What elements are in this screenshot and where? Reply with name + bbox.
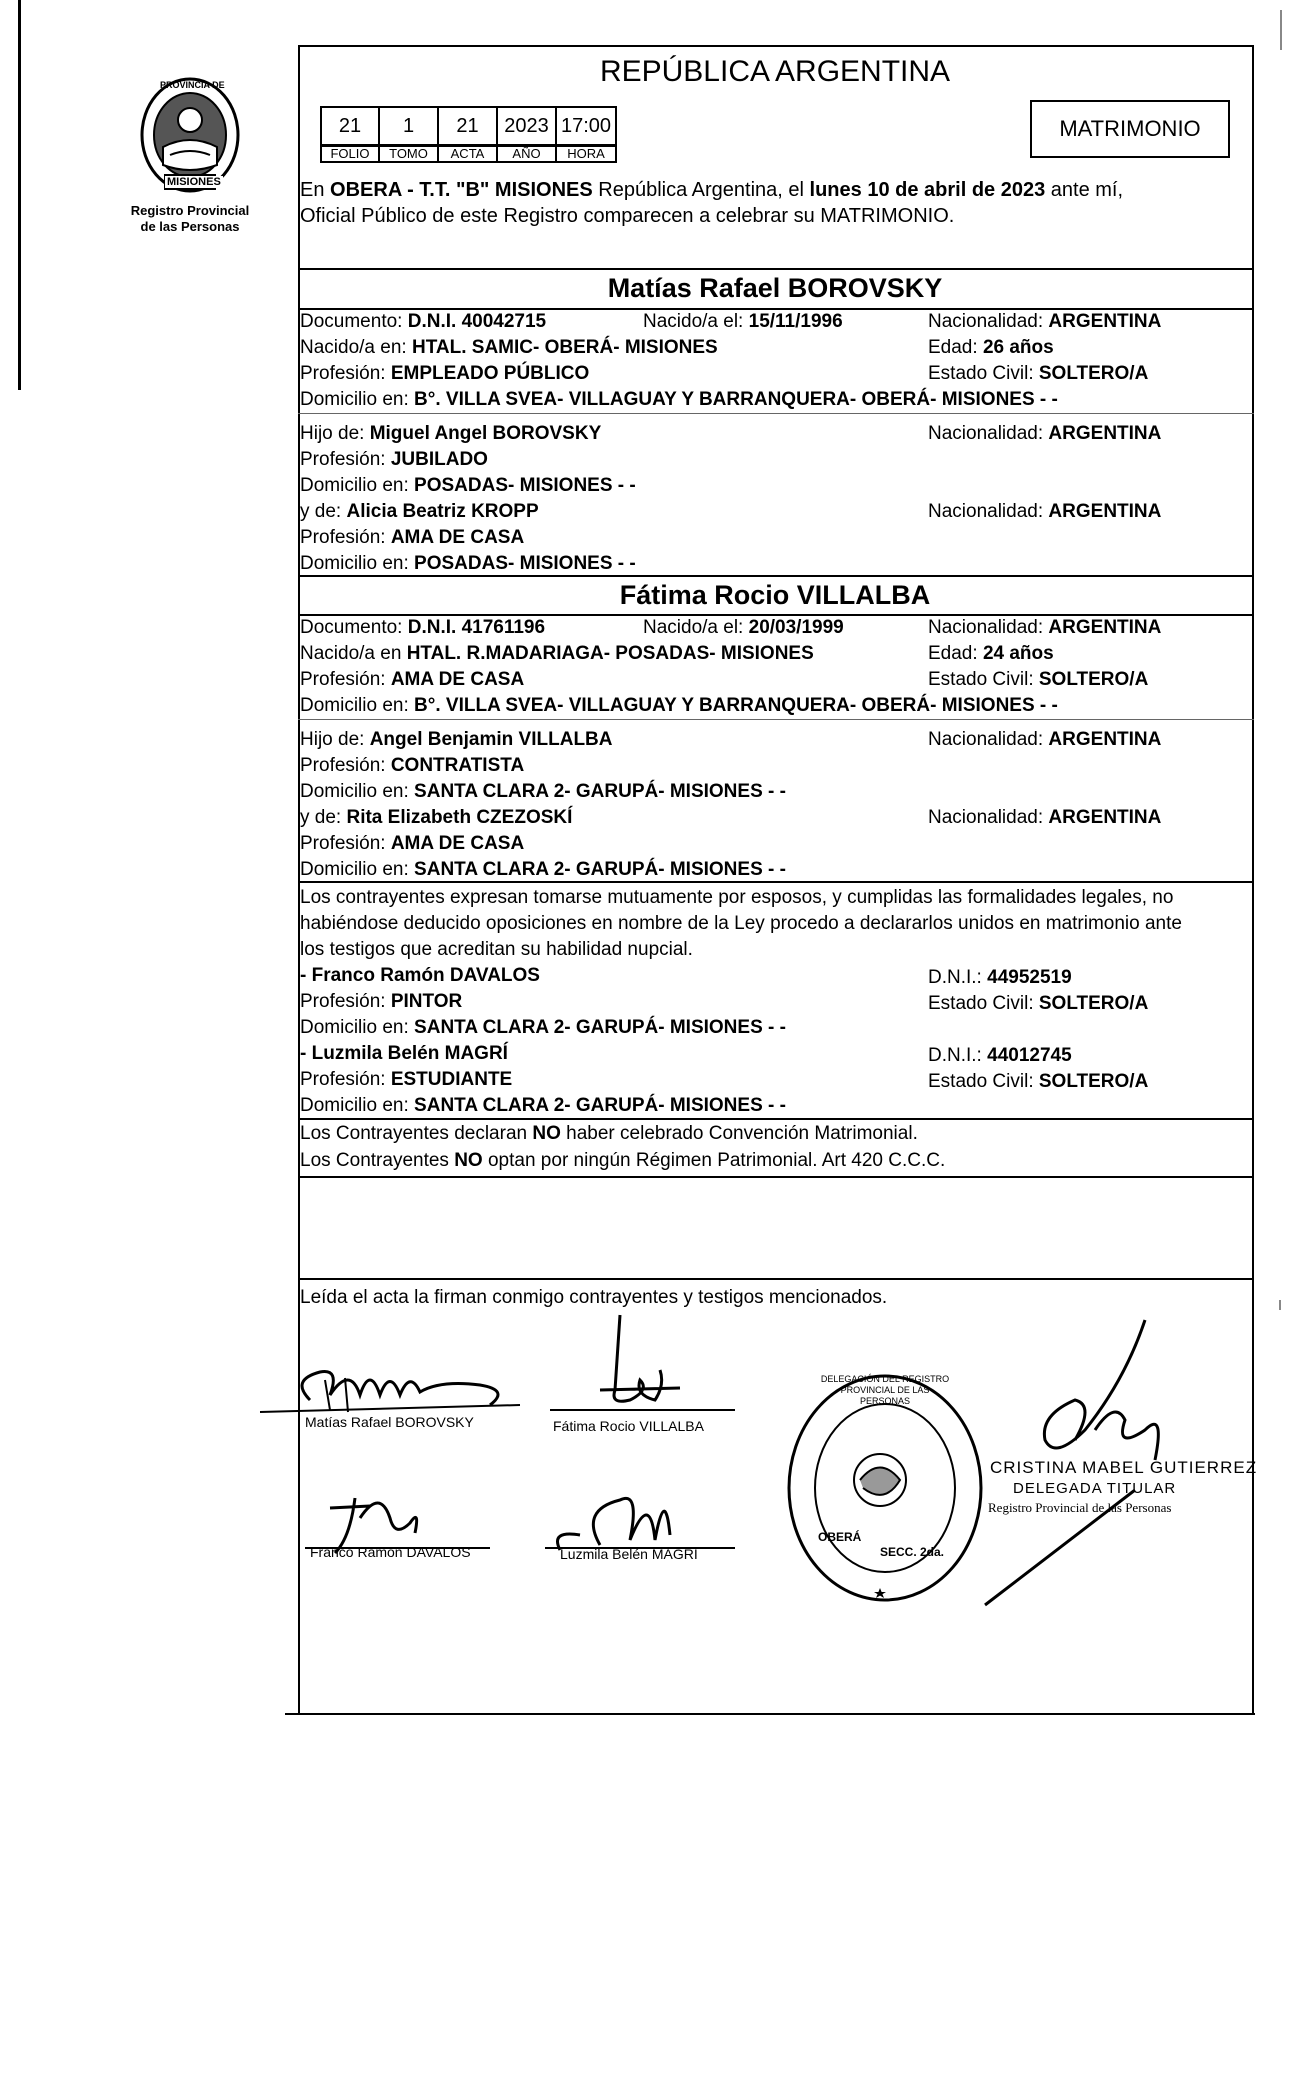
bride-name: Fátima Rocio VILLALBA <box>619 580 931 610</box>
field-acta-label: ACTA <box>437 145 498 163</box>
right-edge-mark-top <box>1280 10 1282 50</box>
field-hora-value: 17:00 <box>555 106 617 146</box>
field-hora-label: HORA <box>555 145 617 163</box>
intro-line-2: Oficial Público de este Registro comparecen a celebrar su MATRIMONIO. <box>300 205 955 227</box>
document-title: REPÚBLICA ARGENTINA <box>599 55 951 88</box>
signature-groom-label: Matías Rafael BOROVSKY <box>305 1414 474 1430</box>
bride-birthdate: Nacido/a el: 20/03/1999 <box>643 617 844 638</box>
witness1-name: - Franco Ramón DAVALOS <box>300 965 540 986</box>
round-seal-inner-right: SECC. 2da. <box>880 1545 945 1559</box>
official-stamp-line-1: CRISTINA MABEL GUTIERREZ <box>990 1458 1258 1477</box>
bride-civil-status: Estado Civil: SOLTERO/A <box>928 669 1149 690</box>
groom-father-address: Domicilio en: POSADAS- MISIONES - - <box>300 475 636 496</box>
witness1-dni: D.N.I.: 44952519 <box>928 967 1072 988</box>
signature-bride <box>540 1310 740 1420</box>
logo-caption-1: Registro Provincial <box>130 203 250 218</box>
left-margin-line <box>18 0 21 390</box>
groom-father-nationality: Nacionalidad: ARGENTINA <box>928 423 1162 444</box>
witness1-profession: Profesión: PINTOR <box>300 991 463 1012</box>
declaration-line-3: los testigos que acreditan su habilidad nupcial. <box>300 939 693 960</box>
bride-mother-profession: Profesión: AMA DE CASA <box>300 833 525 854</box>
round-seal-ring-text: DELEGACIÓN DEL REGISTRO PROVINCIAL DE LAS PERSONAS <box>820 1374 950 1406</box>
sep-bride-parents <box>298 719 1254 720</box>
witness2-address: Domicilio en: SANTA CLARA 2- GARUPÁ- MISIONES - - <box>300 1095 786 1116</box>
groom-father-profession: Profesión: JUBILADO <box>300 449 488 470</box>
closing-statement: Leída el acta la firman conmigo contrayentes y testigos mencionados. <box>300 1287 888 1308</box>
witness1-address: Domicilio en: SANTA CLARA 2- GARUPÁ- MISIONES - - <box>300 1017 786 1038</box>
official-stamp-line-2: DELEGADA TITULAR <box>1013 1480 1177 1497</box>
bride-age: Edad: 24 años <box>928 643 1054 664</box>
sep-groom-name <box>298 308 1254 310</box>
declaration-line-1: Los contrayentes expresan tomarse mutuamente por esposos, y cumplidas las formalidades legales, no <box>300 887 1174 908</box>
groom-mother-nationality: Nacionalidad: ARGENTINA <box>928 501 1162 522</box>
sep-blank-top <box>298 1176 1254 1178</box>
groom-document: Documento: D.N.I. 40042715 <box>300 311 547 332</box>
act-type-label: MATRIMONIO <box>1059 116 1201 141</box>
field-tomo-value: 1 <box>378 106 439 146</box>
field-acta-value: 21 <box>437 106 498 146</box>
groom-mother: y de: Alicia Beatriz KROPP <box>300 501 539 522</box>
groom-nationality: Nacionalidad: ARGENTINA <box>928 311 1162 332</box>
signature-witness2-label: Luzmila Belén MAGRÍ <box>560 1546 698 1562</box>
witness2-dni: D.N.I.: 44012745 <box>928 1045 1072 1066</box>
field-anio-value: 2023 <box>496 106 557 146</box>
regime-line-2: Los Contrayentes NO optan por ningún Régimen Patrimonial. Art 420 C.C.C. <box>300 1150 946 1171</box>
witness1-civil-status: Estado Civil: SOLTERO/A <box>928 993 1149 1014</box>
bride-mother: y de: Rita Elizabeth CZEZOSKÍ <box>300 807 573 828</box>
bride-document: Documento: D.N.I. 41761196 <box>300 617 546 638</box>
signature-witness1-label: Franco Ramón DAVALOS <box>310 1544 471 1560</box>
bride-birthplace: Nacido/a en HTAL. R.MADARIAGA- POSADAS- MISIONES <box>300 643 814 664</box>
sep-groom-top <box>298 268 1254 270</box>
bride-profession: Profesión: AMA DE CASA <box>300 669 525 690</box>
groom-civil-status: Estado Civil: SOLTERO/A <box>928 363 1149 384</box>
groom-mother-profession: Profesión: AMA DE CASA <box>300 527 525 548</box>
bride-address: Domicilio en: B°. VILLA SVEA- VILLAGUAY Y BARRANQUERA- OBERÁ- MISIONES - - <box>300 695 1058 716</box>
bride-mother-nationality: Nacionalidad: ARGENTINA <box>928 807 1162 828</box>
round-seal-inner-left: OBERÁ <box>818 1530 862 1544</box>
groom-birthdate: Nacido/a el: 15/11/1996 <box>643 311 843 332</box>
groom-mother-address: Domicilio en: POSADAS- MISIONES - - <box>300 553 636 574</box>
logo-ring-bottom: MISIONES <box>167 176 221 188</box>
signature-bride-label: Fátima Rocio VILLALBA <box>553 1418 704 1434</box>
groom-age: Edad: 26 años <box>928 337 1054 358</box>
bride-father-address: Domicilio en: SANTA CLARA 2- GARUPÁ- MISIONES - - <box>300 781 786 802</box>
bride-father-nationality: Nacionalidad: ARGENTINA <box>928 729 1162 750</box>
bride-nationality: Nacionalidad: ARGENTINA <box>928 617 1162 638</box>
declaration-line-2: habiéndose deducido oposiciones en nombre de la Ley procedo a declararlos unidos en matrimonio ante <box>300 913 1182 934</box>
groom-name: Matías Rafael BOROVSKY <box>607 273 943 303</box>
groom-address: Domicilio en: B°. VILLA SVEA- VILLAGUAY Y BARRANQUERA- OBERÁ- MISIONES - - <box>300 389 1058 410</box>
regime-line-1: Los Contrayentes declaran NO haber celebrado Convención Matrimonial. <box>300 1123 918 1144</box>
groom-birthplace: Nacido/a en: HTAL. SAMIC- OBERÁ- MISIONES <box>300 337 718 358</box>
intro-line-1: En OBERA - T.T. "B" MISIONES República Argentina, el lunes 10 de abril de 2023 ante mí, <box>300 179 1124 201</box>
sep-bride-name <box>298 614 1254 616</box>
logo-caption-2: de las Personas <box>140 219 240 234</box>
official-stamp-line-3: Registro Provincial de las Personas <box>988 1500 1172 1515</box>
frame-bottom <box>285 1713 1255 1715</box>
frame-top <box>298 45 1254 47</box>
sep-closing-top <box>298 1278 1254 1280</box>
sep-bride-top <box>298 575 1254 577</box>
sep-groom-parents <box>298 413 1254 414</box>
groom-father: Hijo de: Miguel Angel BOROVSKY <box>300 423 602 444</box>
logo-ring-top: PROVINCIA DE <box>160 80 225 90</box>
field-anio-label: AÑO <box>496 145 557 163</box>
bride-mother-address: Domicilio en: SANTA CLARA 2- GARUPÁ- MISIONES - - <box>300 859 786 880</box>
field-folio-label: FOLIO <box>320 145 380 163</box>
witness2-civil-status: Estado Civil: SOLTERO/A <box>928 1071 1149 1092</box>
bride-father: Hijo de: Angel Benjamin VILLALBA <box>300 729 613 750</box>
sep-regime-top <box>298 1118 1254 1120</box>
field-folio-value: 21 <box>320 106 380 146</box>
witness2-name: - Luzmila Belén MAGRÍ <box>300 1043 508 1064</box>
sep-declaration-top <box>298 881 1254 883</box>
act-type-box <box>1030 100 1230 158</box>
field-tomo-label: TOMO <box>378 145 439 163</box>
bride-father-profession: Profesión: CONTRATISTA <box>300 755 525 776</box>
groom-profession: Profesión: EMPLEADO PÚBLICO <box>300 363 590 384</box>
witness2-profession: Profesión: ESTUDIANTE <box>300 1069 513 1090</box>
right-edge-mark-mid <box>1279 1300 1281 1310</box>
